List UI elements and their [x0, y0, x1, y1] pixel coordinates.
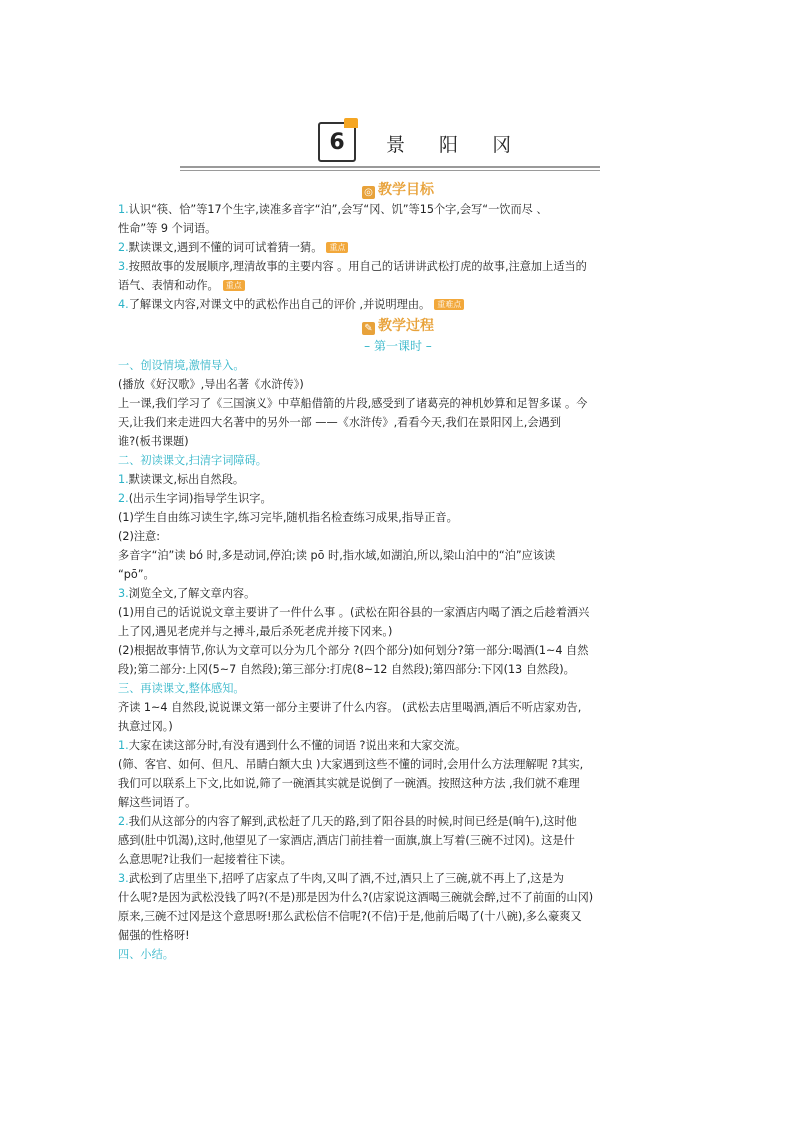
target-icon: ◎ [362, 186, 375, 199]
objective-text: 认识“筷、恰”等17个生字,读准多音字“泊”,会写“冈、饥”等15个字,会写“一饮而尽 、 [128, 203, 548, 216]
body-line [118, 622, 678, 641]
lesson-header [118, 122, 678, 172]
line-text: 浏览全文,了解文章内容。 [128, 587, 256, 600]
objective-number: 2. [118, 241, 129, 254]
objective-text: 默读课文,遇到不懂的词可试着猜一猜。 [128, 241, 323, 254]
objective-line [118, 219, 678, 238]
body-line [118, 413, 678, 432]
body-line [118, 584, 678, 603]
body-line [118, 926, 678, 945]
lesson-body [118, 356, 678, 964]
line-text: 倔强的性格呀! [118, 929, 190, 942]
item-number: 3. [118, 872, 129, 885]
line-text: 二、初读课文,扫清字词障碍。 [118, 454, 267, 467]
body-line [118, 850, 678, 869]
emphasis-tag: 重点 [326, 242, 348, 253]
process-heading: ✎ 教学过程 [118, 316, 678, 336]
line-text: (2)注意: [118, 530, 160, 543]
item-number: 2. [118, 815, 129, 828]
body-line [118, 698, 678, 717]
body-line [118, 660, 678, 679]
body-line [118, 736, 678, 755]
line-text: 么意思呢?让我们一起接着往下读。 [118, 853, 292, 866]
body-line [118, 717, 678, 736]
item-number: 1. [118, 473, 129, 486]
body-line [118, 603, 678, 622]
line-text: 什么呢?是因为武松没钱了吗?(不是)那是因为什么?(店家说这酒喝三碗就会醉,过不了前面的山冈) [118, 891, 594, 904]
objective-text: 了解课文内容,对课文中的武松作出自己的评价 ,并说明理由。 [128, 298, 431, 311]
section-heading [118, 945, 678, 964]
body-line [118, 907, 678, 926]
line-text: (筛、客官、如何、但凡、吊睛白额大虫 )大家遇到这些不懂的词时,会用什么方法理解呢 ?其实, [118, 758, 584, 771]
objectives-heading: ◎ 教学目标 [118, 180, 678, 200]
line-text: 我们可以联系上下文,比如说,筛了一碗酒其实就是说倒了一碗酒。按照这种方法 ,我们就不难理 [118, 777, 580, 790]
line-text: “pō”。 [118, 568, 155, 581]
line-text: 齐读 1~4 自然段,说说课文第一部分主要讲了什么内容。 (武松去店里喝酒,酒后不听店家劝告, [118, 701, 582, 714]
line-text: 上一课,我们学习了《三国演义》中草船借箭的片段,感受到了诸葛亮的神机妙算和足智多谋 。今 [118, 397, 588, 410]
line-text: 原来,三碗不过冈是这个意思呀!那么武松信不信呢?(不信)于是,他前后喝了(十八碗),多么豪爽又 [118, 910, 582, 923]
body-line [118, 641, 678, 660]
line-text: (2)根据故事情节,你认为文章可以分为几个部分 ?(四个部分)如何划分?第一部分:喝酒(1~4 自然 [118, 644, 589, 657]
body-line [118, 470, 678, 489]
line-text: 我们从这部分的内容了解到,武松赶了几天的路,到了阳谷县的时候,时间已经是(晌午),这时他 [128, 815, 577, 828]
lesson-title: 景 阳 冈 [386, 134, 526, 156]
section-heading [118, 356, 678, 375]
section-heading [118, 451, 678, 470]
body-line [118, 755, 678, 774]
section-heading [118, 679, 678, 698]
document-page [118, 122, 678, 964]
line-text: 解这些词语了。 [118, 796, 197, 809]
line-text: 三、再读课文,整体感知。 [118, 682, 245, 695]
body-line [118, 508, 678, 527]
line-text: 一、创设情境,激情导入。 [118, 359, 245, 372]
period-heading: – 第一课时 – [364, 339, 432, 353]
objective-text: 语气、表情和动作。 [118, 279, 219, 292]
item-number: 1. [118, 739, 129, 752]
body-line [118, 546, 678, 565]
line-text: 武松到了店里坐下,招呼了店家点了牛肉,又叫了酒,不过,酒只上了三碗,就不再上了,这是为 [128, 872, 564, 885]
lesson-number: 6 [329, 129, 345, 155]
line-text: (1)用自己的话说说文章主要讲了一件什么事 。(武松在阳谷县的一家酒店内喝了酒之后趁着酒兴 [118, 606, 590, 619]
title-divider [180, 166, 600, 171]
emphasis-tag: 重难点 [434, 299, 464, 310]
objective-number: 4. [118, 298, 129, 311]
line-text: 执意过冈。) [118, 720, 173, 733]
item-number: 3. [118, 587, 129, 600]
pen-icon: ✎ [362, 322, 375, 335]
objective-line [118, 257, 678, 276]
line-text: 大家在读这部分时,有没有遇到什么不懂的词语 ?说出来和大家交流。 [128, 739, 467, 752]
objective-line [118, 200, 678, 219]
line-text: 上了冈,遇见老虎并与之搏斗,最后杀死老虎并接下冈来。) [118, 625, 393, 638]
body-line [118, 432, 678, 451]
body-line [118, 869, 678, 888]
objective-number: 1. [118, 203, 129, 216]
calendar-icon [318, 122, 356, 162]
line-text: (出示生字词)指导学生识字。 [128, 492, 272, 505]
body-line [118, 812, 678, 831]
body-line [118, 888, 678, 907]
body-line [118, 394, 678, 413]
body-line [118, 527, 678, 546]
objective-line [118, 295, 678, 314]
body-line [118, 793, 678, 812]
line-text: 感到(肚中饥渴),这时,他望见了一家酒店,酒店门前挂着一面旗,旗上写着(三碗不过冈)。这是什 [118, 834, 575, 847]
line-text: 默读课文,标出自然段。 [128, 473, 245, 486]
line-text: (播放《好汉歌》,导出名著《水浒传》) [118, 378, 304, 391]
emphasis-tag: 重点 [223, 280, 245, 291]
body-line [118, 565, 678, 584]
body-line [118, 489, 678, 508]
line-text: 多音字“泊”读 bó 时,多是动词,停泊;读 pō 时,指水域,如湖泊,所以,梁山泊中的“泊”应该读 [118, 549, 556, 562]
objective-line [118, 276, 678, 295]
line-text: 天,让我们来走进四大名著中的另外一部 ——《水浒传》,看看今天,我们在景阳冈上,会遇到 [118, 416, 561, 429]
objectives-list [118, 200, 678, 314]
objective-text: 性命”等 9 个词语。 [118, 222, 217, 235]
line-text: 谁?(板书课题) [118, 435, 189, 448]
line-text: 段);第二部分:上冈(5~7 自然段);第三部分:打虎(8~12 自然段);第四部分:下冈(13 自然段)。 [118, 663, 575, 676]
body-line [118, 375, 678, 394]
objective-text: 按照故事的发展顺序,理清故事的主要内容 。用自己的话讲讲武松打虎的故事,注意加上适当的 [128, 260, 587, 273]
objective-line [118, 238, 678, 257]
objective-number: 3. [118, 260, 129, 273]
line-text: (1)学生自由练习读生字,练习完毕,随机指名检查练习成果,指导正音。 [118, 511, 458, 524]
item-number: 2. [118, 492, 129, 505]
body-line [118, 774, 678, 793]
line-text: 四、小结。 [118, 948, 174, 961]
body-line [118, 831, 678, 850]
